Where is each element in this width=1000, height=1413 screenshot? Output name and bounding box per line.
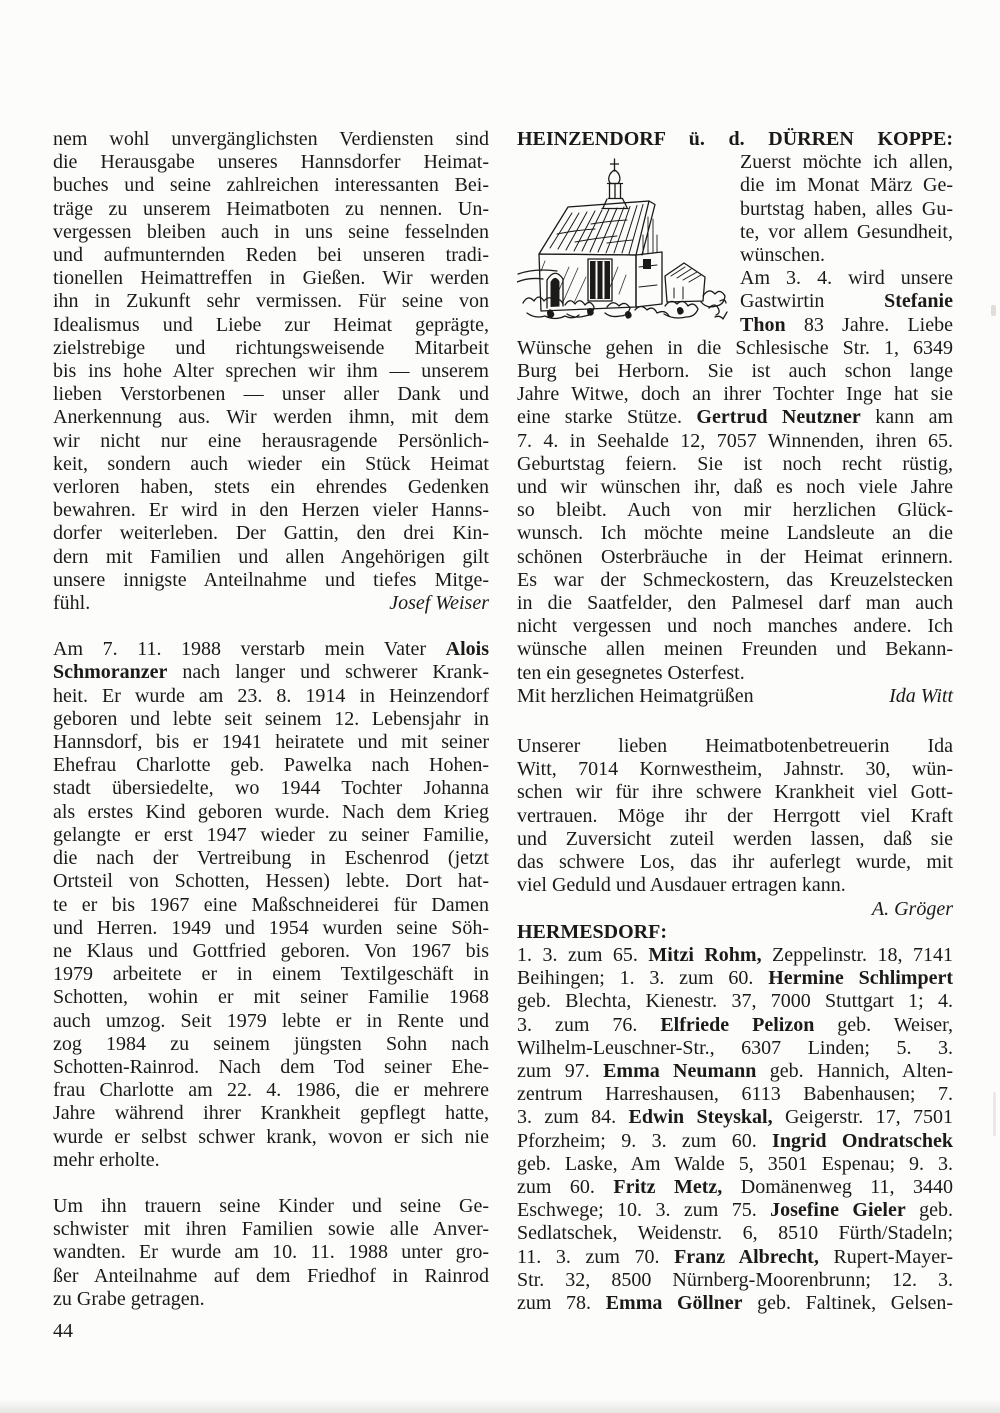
text-line — [53, 870, 489, 893]
text-line — [740, 290, 953, 313]
text-segment: bewahren. Er wird in den Herzen vieler Hanns- — [53, 499, 489, 522]
text-segment: Zuerst möchte ich allen, — [740, 151, 953, 174]
text-segment: Schotten-Rainrod. Nach dem Tod seiner Ehe- — [53, 1055, 489, 1078]
text-segment: zielstrebige und richtungsweisende Mitarbeit — [53, 336, 489, 359]
text-segment: zog 1984 zu seinem jüngsten Sohn nach — [53, 1032, 489, 1055]
section-hermesdorf — [517, 921, 953, 1315]
heinzendorf-body — [517, 151, 953, 708]
text-segment: Emma Neumann — [603, 1059, 757, 1082]
text-line — [517, 874, 953, 897]
text-segment: vergessen bleiben auch in uns seine fesselnden — [53, 220, 489, 243]
text-line — [517, 615, 953, 638]
text-line — [517, 944, 953, 967]
text-segment: in die Saatfelder, den Palmesel darf man auch — [517, 592, 953, 615]
text-segment: nem wohl unvergänglichsten Verdiensten sind — [53, 128, 489, 150]
text-line — [53, 1195, 489, 1218]
text-segment: Anerkennung aus. Wir werden ihmn, mit dem — [53, 406, 489, 429]
text-line — [53, 1288, 489, 1311]
text-segment: nach langer und schwerer Krank- — [167, 661, 489, 684]
text-segment: HERMESDORF: — [517, 920, 667, 943]
heinzendorf-heading — [517, 128, 953, 151]
text-segment: HEINZENDORF ü. d. DÜRREN KOPPE: — [517, 128, 953, 150]
text-line — [53, 963, 489, 986]
text-line — [53, 777, 489, 800]
text-segment: tionellen Heimattreffen in Gießen. Wir werden — [53, 267, 489, 290]
text-segment: Hermine Schlimpert — [768, 967, 953, 990]
text-line — [517, 662, 953, 685]
text-line — [53, 453, 489, 476]
text-line — [53, 1033, 489, 1056]
text-segment: auch umzog. Seit 1979 lebte er in Rente und — [53, 1009, 489, 1032]
text-segment: buches und seine zahlreichen interessanten Bei- — [53, 174, 489, 197]
text-line — [53, 801, 489, 824]
text-line — [517, 1130, 953, 1153]
text-segment: Josef Weiser — [389, 592, 489, 615]
right-column — [517, 128, 953, 1315]
text-segment: Rupert-Mayer- — [818, 1245, 953, 1268]
text-line — [53, 1079, 489, 1102]
text-line — [53, 847, 489, 870]
text-segment: zum 78. — [517, 1291, 606, 1314]
text-segment: dern mit Familien und allen Angehörigen gilt — [53, 545, 489, 568]
text-segment: verloren haben, stets ein ehrendes Gedenken — [53, 476, 489, 499]
text-segment: wurde er selbst schwer krank, wovon er sich nie — [53, 1125, 489, 1148]
text-line — [517, 1083, 953, 1106]
text-segment: 11. 3. zum 70. — [517, 1245, 675, 1268]
text-line — [53, 1149, 489, 1172]
text-segment: Burg bei Herborn. Sie ist auch schon lange — [517, 360, 953, 383]
text-segment: ßer Anteilnahme auf dem Friedhof in Rainrod — [53, 1264, 489, 1287]
text-line — [53, 128, 489, 151]
text-segment: Beihingen; 1. 3. zum 60. — [517, 967, 769, 990]
text-segment: die nach der Vertreibung in Eschenrod (jetzt — [53, 847, 489, 870]
scan-speck — [991, 305, 996, 316]
text-segment: lieben Verstorbenen — unser aller Dank und — [53, 383, 489, 406]
text-line — [53, 522, 489, 545]
text-line — [53, 244, 489, 267]
text-segment: wir nicht nur eine herausragende Persönlich- — [53, 429, 489, 452]
text-segment: Alois — [445, 638, 489, 661]
paragraph-mourning — [53, 1195, 489, 1311]
text-segment: geb. Blechta, Kienestr. 37, 7000 Stuttgart 1; 4. — [517, 990, 953, 1013]
text-line — [517, 967, 953, 990]
text-segment: Domänenweg 11, 3440 — [722, 1175, 953, 1198]
text-segment: und aufmunternden Reden bei unseren tradi- — [53, 244, 489, 267]
paragraph-alois-schmoranzer — [53, 638, 489, 1172]
text-segment: Schmoranzer — [53, 661, 168, 684]
text-segment: Ortsteil von Schotten, Hessen) lebte. Dort hat- — [53, 870, 489, 893]
line-left-part — [53, 592, 90, 615]
text-line — [53, 476, 489, 499]
text-line — [517, 1222, 953, 1245]
text-segment: Elfriede Pelizon — [660, 1013, 815, 1036]
text-line — [53, 638, 489, 661]
text-line — [53, 986, 489, 1009]
text-segment: Unserer lieben Heimatbotenbetreuerin Ida — [517, 735, 953, 758]
text-line — [517, 453, 953, 476]
text-segment: bis ins hohe Alter sprechen wir ihm — unserem — [53, 360, 489, 383]
line-right-part — [889, 685, 953, 708]
text-segment: geb. Hannich, Alten- — [756, 1059, 954, 1082]
text-segment: heit. Er wurde am 23. 8. 1914 in Heinzendorf — [53, 684, 489, 707]
text-line — [517, 1106, 953, 1129]
page-number: 44 — [53, 1320, 73, 1342]
text-segment: zu Grabe getragen. — [53, 1287, 205, 1310]
text-segment: Thon — [740, 313, 786, 336]
text-line — [53, 151, 489, 174]
text-line — [53, 1265, 489, 1288]
text-segment: die im Monat März Ge- — [740, 174, 953, 197]
text-segment: viel Geduld und Ausdauer ertragen kann. — [517, 874, 846, 897]
text-line — [53, 708, 489, 731]
text-line — [53, 546, 489, 569]
left-column — [53, 128, 489, 1311]
text-line — [517, 1014, 953, 1037]
paragraph-obituary-tribute — [53, 128, 489, 615]
text-line — [517, 406, 953, 429]
text-segment: vertrauen. Möge ihr der Herrgott viel Kraft — [517, 804, 953, 827]
text-segment: ihn in Zukunft sehr vermissen. Für seine von — [53, 290, 489, 313]
text-segment: zum 60. — [517, 1175, 614, 1198]
text-segment: Am 3. 4. wird unsere — [740, 267, 953, 290]
text-segment: te, vor allem Gesundheit, — [740, 220, 953, 243]
text-line — [53, 198, 489, 221]
text-segment: fühl. — [53, 592, 91, 615]
text-segment: Gastwirtin — [740, 290, 825, 313]
text-line — [53, 314, 489, 337]
text-line — [53, 1056, 489, 1079]
text-segment: Mit herzlichen Heimatgrüßen — [517, 684, 754, 707]
text-line — [53, 1010, 489, 1033]
scan-speck — [993, 1092, 996, 1136]
text-segment: unsere innigste Anteilnahme und tiefes Mitge- — [53, 568, 489, 591]
text-line — [517, 685, 953, 708]
text-line — [53, 290, 489, 313]
text-segment: Josefine Gieler — [770, 1199, 906, 1222]
text-line — [517, 476, 953, 499]
text-segment: Eschwege; 10. 3. zum 75. — [517, 1199, 771, 1222]
text-line — [517, 921, 953, 944]
line-left-part — [740, 290, 824, 313]
text-segment: als erstes Kind geboren wurde. Nach dem Krieg — [53, 800, 489, 823]
text-line — [53, 685, 489, 708]
text-segment: 83 Jahre. Liebe — [785, 313, 953, 336]
text-line — [517, 430, 953, 453]
text-line — [53, 731, 489, 754]
text-segment: Idealismus und Liebe zur Heimat geprägte, — [53, 313, 489, 336]
text-line — [517, 546, 953, 569]
text-line — [53, 337, 489, 360]
text-line — [53, 1126, 489, 1149]
text-segment: Mitzi Rohm, — [648, 943, 762, 966]
text-line — [53, 1218, 489, 1241]
text-segment: Pforzheim; 9. 3. zum 60. — [517, 1129, 773, 1152]
text-line — [517, 383, 953, 406]
text-segment: stadt übersiedelte, wo 1944 Tochter Johanna — [53, 777, 489, 800]
text-line — [53, 1241, 489, 1264]
text-segment: Zeppelinstr. 18, 7141 — [761, 943, 953, 966]
text-line — [517, 1292, 953, 1315]
text-segment: und Herren. 1949 und 1954 wurden seine Söh- — [53, 916, 489, 939]
text-line — [517, 1060, 953, 1083]
text-line — [53, 754, 489, 777]
text-line — [517, 638, 953, 661]
chapel-illustration — [517, 155, 732, 327]
text-line — [517, 781, 953, 804]
text-segment: Jahre während ihrer Krankheit gepflegt hatte, — [53, 1102, 489, 1125]
text-segment: Um ihn trauern seine Kinder und seine Ge- — [53, 1194, 489, 1217]
text-segment: gelangte er erst 1947 wieder zu seiner Familie, — [53, 823, 489, 846]
text-segment: wunsch. Ich möchte meine Landsleute an die — [517, 522, 953, 545]
line-right-part — [884, 290, 953, 313]
text-segment: schwister mit ihren Familien sowie alle Anver- — [53, 1218, 489, 1241]
line-right-part — [389, 592, 489, 615]
text-segment: Ida Witt — [889, 684, 953, 707]
text-line — [517, 337, 953, 360]
text-line — [517, 1269, 953, 1292]
line-left-part — [517, 685, 754, 708]
text-segment: te er bis 1967 eine Maßschneiderei für Damen — [53, 893, 489, 916]
text-line — [517, 805, 953, 828]
text-line — [517, 851, 953, 874]
text-segment: keit, sondern auch wieder ein Stück Heimat — [53, 452, 489, 475]
text-segment: dorfer weiterleben. Der Gattin, den drei Kin- — [53, 522, 489, 545]
text-segment: 3. zum 76. — [517, 1013, 661, 1036]
text-segment: geb. Faltinek, Gelsen- — [742, 1291, 953, 1314]
text-segment: Emma Göllner — [605, 1291, 743, 1314]
text-line — [517, 990, 953, 1013]
text-line — [517, 522, 953, 545]
text-segment: Es war der Schmeckostern, das Kreuzelstecken — [517, 568, 953, 591]
text-segment: die Herausgabe unseres Hannsdorfer Heimat- — [53, 151, 489, 174]
text-segment: Geburtstag feiern. Sie ist noch recht rüstig, — [517, 452, 953, 475]
text-segment: A. Gröger — [871, 897, 953, 920]
text-segment: Geigerstr. 17, 7501 — [772, 1106, 954, 1129]
text-line — [53, 383, 489, 406]
text-segment: Fritz Metz, — [613, 1175, 723, 1198]
text-segment: schönen Osterbräuche in der Heimat erinnern. — [517, 545, 953, 568]
text-line — [53, 267, 489, 290]
text-line — [517, 1199, 953, 1222]
text-segment: zum 97. — [517, 1059, 604, 1082]
text-line — [53, 360, 489, 383]
text-segment: das schwere Los, das ihr auferlegt wurde, mit — [517, 851, 953, 874]
text-segment: 3. zum 84. — [517, 1106, 629, 1129]
text-segment: und Zuversicht zuteil werden lassen, daß sie — [517, 827, 953, 850]
text-segment: Gertrud Neutzner — [696, 406, 861, 429]
text-segment: frau Charlotte am 22. 4. 1986, die er mehrere — [53, 1079, 489, 1102]
text-line — [53, 917, 489, 940]
text-segment: Str. 32, 8500 Nürnberg-Moorenbrunn; 12. 3. — [517, 1268, 953, 1291]
text-segment: schen wir für ihre schwere Krankheit viel Gott- — [517, 781, 953, 804]
text-line — [53, 406, 489, 429]
text-line — [53, 499, 489, 522]
text-segment: Ingrid Ondratschek — [772, 1129, 953, 1152]
section-ida-witt — [517, 735, 953, 921]
section-heinzendorf — [517, 128, 953, 708]
text-segment: Am 7. 11. 1988 verstarb mein Vater — [53, 638, 446, 661]
text-segment: Witt, 7014 Kornwestheim, Jahnstr. 30, wün- — [517, 758, 953, 781]
text-line — [53, 894, 489, 917]
text-line — [517, 898, 953, 921]
text-line — [517, 499, 953, 522]
text-line — [517, 360, 953, 383]
text-segment: Jahre Witwe, doch an ihrer Tochter Inge hat sie — [517, 383, 953, 406]
text-segment: 1979 arbeitete er in einem Textilgeschäft in — [53, 963, 489, 986]
text-segment: Wünsche gehen in die Schlesische Str. 1, 6349 — [517, 336, 953, 359]
text-line — [517, 569, 953, 592]
text-line — [517, 1176, 953, 1199]
text-segment: zentrum Harreshausen, 6113 Babenhausen; 7. — [517, 1083, 953, 1106]
text-segment: Franz Albrecht, — [674, 1245, 819, 1268]
text-segment: geboren und lebte seit seinem 12. Lebensjahr in — [53, 707, 489, 730]
text-line — [517, 758, 953, 781]
hermesdorf-birthday-list — [517, 944, 953, 1315]
text-line — [517, 828, 953, 851]
text-segment: nicht vergessen und noch manches andere. Ich — [517, 615, 953, 638]
text-segment: 7. 4. in Seehalde 12, 7057 Winnenden, ihren 65. — [517, 429, 953, 452]
hermesdorf-heading — [517, 921, 953, 944]
text-line — [517, 735, 953, 758]
text-segment: ten ein gesegnetes Osterfest. — [517, 661, 745, 684]
text-line — [517, 1037, 953, 1060]
text-segment: burtstag haben, alles Gu- — [740, 197, 953, 220]
text-segment: Schotten, wohin er mit seiner Familie 1968 — [53, 986, 489, 1009]
text-segment: Wilhelm-Leuschner-Str., 6307 Linden; 5. 3. — [517, 1036, 953, 1059]
text-line — [53, 430, 489, 453]
text-line — [53, 592, 489, 615]
text-segment: ne Klaus und Gottfried geboren. Von 1967 bis — [53, 939, 489, 962]
chapel-drawing — [517, 155, 732, 327]
text-segment: Sedlatschek, Weidenstr. 6, 8510 Fürth/Stadeln; — [517, 1222, 953, 1245]
text-segment: träge zu unserem Heimatboten zu nennen. Un- — [53, 197, 489, 220]
text-segment: wandten. Er wurde am 10. 11. 1988 unter gro- — [53, 1241, 489, 1264]
text-line — [517, 1153, 953, 1176]
text-line — [53, 569, 489, 592]
text-line — [53, 174, 489, 197]
text-line — [53, 1102, 489, 1125]
text-line — [53, 661, 489, 684]
text-segment: Ehefrau Charlotte geb. Pawelka nach Hohen- — [53, 754, 489, 777]
text-line — [53, 940, 489, 963]
text-line — [53, 824, 489, 847]
text-line — [53, 221, 489, 244]
text-segment: geb. Weiser, — [814, 1013, 953, 1036]
text-segment: Stefanie — [884, 290, 953, 313]
text-segment: kann am — [860, 406, 953, 429]
text-segment: Edwin Steyskal, — [628, 1106, 773, 1129]
text-segment: wünschen. — [740, 244, 825, 267]
text-segment: 1. 3. zum 65. — [517, 943, 649, 966]
text-segment: eine starke Stütze. — [517, 406, 697, 429]
text-segment: wünsche allen meinen Freunden und Bekann- — [517, 638, 953, 661]
text-line — [517, 592, 953, 615]
text-segment: so bleibt. Auch von mir herzlichen Glück- — [517, 499, 953, 522]
text-segment: Hannsdorf, bis er 1941 heiratete und mit seiner — [53, 731, 489, 754]
text-segment: und wir wünschen ihr, daß es noch viele Jahre — [517, 476, 953, 499]
text-segment: mehr erholte. — [53, 1148, 160, 1171]
text-segment: geb. — [905, 1199, 953, 1222]
text-line — [517, 128, 953, 151]
text-line — [517, 1246, 953, 1269]
text-segment: geb. Laske, Am Walde 5, 3501 Espenau; 9. 3. — [517, 1152, 953, 1175]
scan-shadow — [0, 1399, 1000, 1413]
